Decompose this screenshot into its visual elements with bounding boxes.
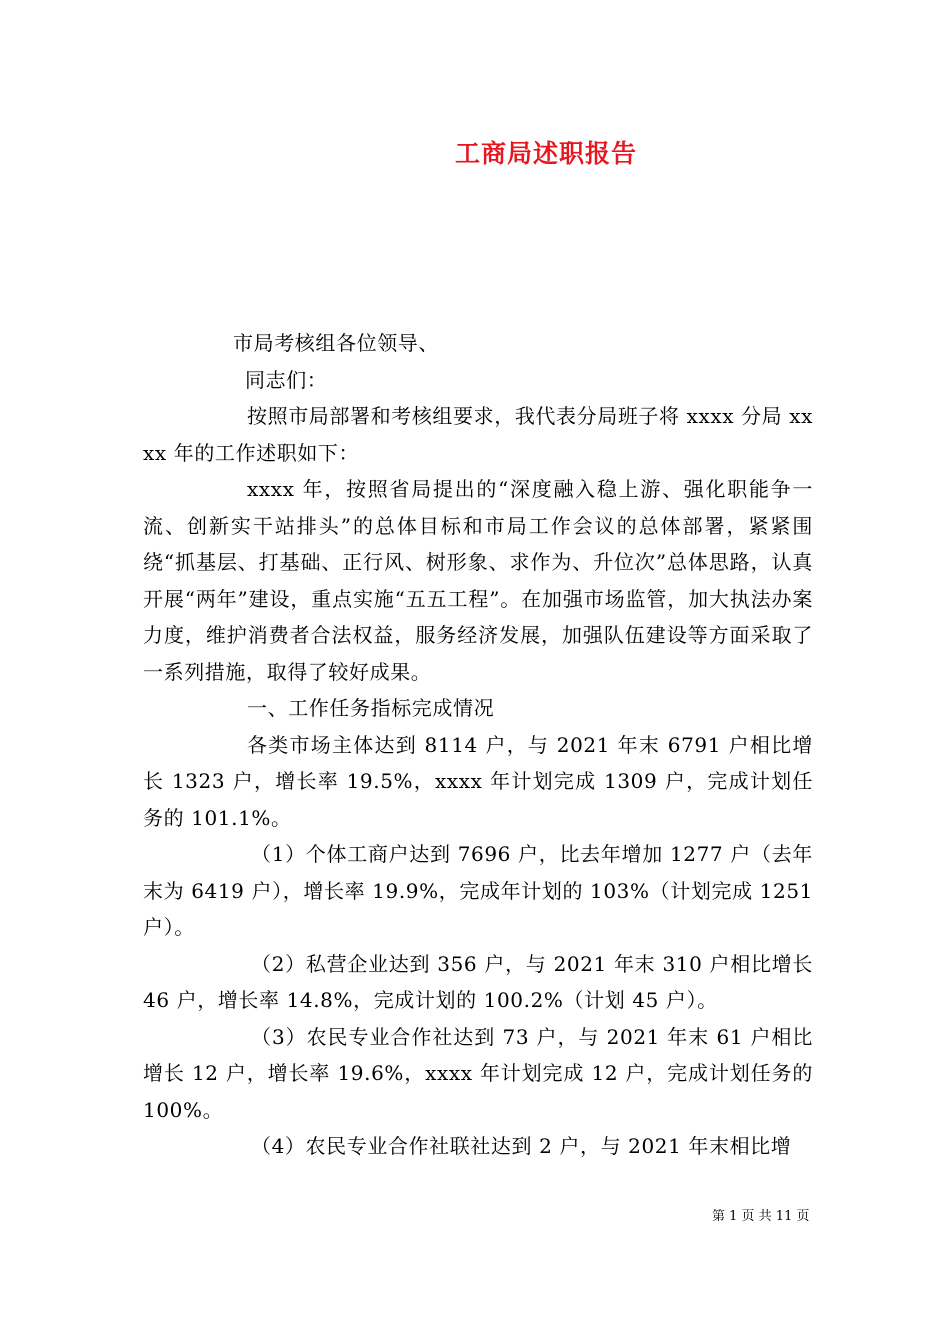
section-heading: 一、工作任务指标完成情况 — [247, 696, 495, 720]
page-number: 第 1 页 共 11 页 — [712, 1209, 810, 1224]
item-3-paragraph: （3）农民专业合作社达到 73 户，与 2021 年末 61 户相比增长 12 户，增长率 19.6%，xxxx 年计划完成 12 户，完成计划任务的 100%。 — [143, 1024, 813, 1122]
document-body — [143, 325, 813, 1165]
item-2-paragraph: （2）私营企业达到 356 户，与 2021 年末 310 户相比增长 46 户，增长率 14.8%，完成计划的 100.2%（计划 45 户）。 — [143, 951, 813, 1012]
summary-paragraph: xxxx 年，按照省局提出的“深度融入稳上游、强化职能争一流、创新实干站排头”的总体目标和市局工作会议的总体部署，紧紧围绕“抓基层、打基础、正行风、树形象、求作为、升位次”总体思路，认真开展“两年”建设，重点实施“五五工程”。在加强市场监管，加大执法办案力度，维护消费者合法权益，服务经济发展，加强队伍建设等方面采取了一系列措施，取得了较好成果。 — [143, 477, 813, 684]
salutation-line-1: 市局考核组各位领导、 — [233, 331, 439, 355]
intro-paragraph: 按照市局部署和考核组要求，我代表分局班子将 xxxx 分局 xxxx 年的工作述职如下： — [143, 404, 813, 465]
salutation-line-2: 同志们： — [245, 367, 328, 392]
market-entities-paragraph: 各类市场主体达到 8114 户，与 2021 年末 6791 户相比增长 1323 户，增长率 19.5%，xxxx 年计划完成 1309 户，完成计划任务的 101.1%。 — [143, 732, 813, 830]
item-1-paragraph: （1）个体工商户达到 7696 户，比去年增加 1277 户（去年末为 6419 户），增长率 19.9%，完成年计划的 103%（计划完成 1251 户）。 — [143, 842, 813, 939]
item-4-paragraph: （4）农民专业合作社联社达到 2 户，与 2021 年末相比增 — [251, 1134, 792, 1158]
document-title: 工商局述职报告 — [454, 139, 637, 168]
